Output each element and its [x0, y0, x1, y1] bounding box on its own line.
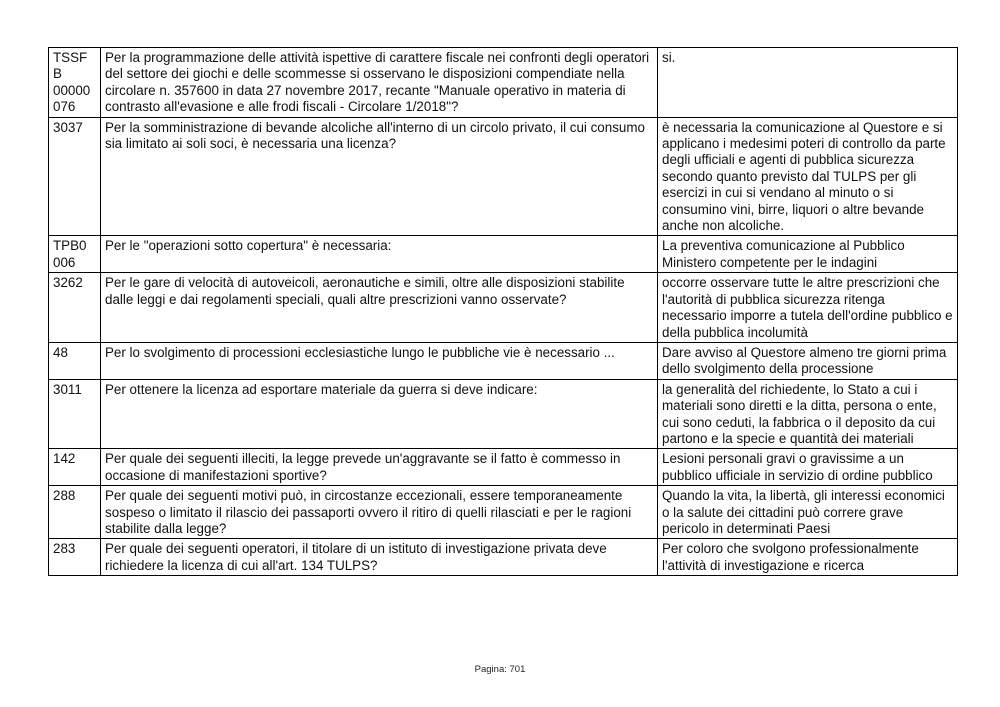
question-cell: Per le gare di velocità di autoveicoli, aeronautiche e simili, oltre alle disposizioni stabilite dalle leggi e dai regolamenti speciali, quali altre prescrizioni vanno osservate?: [101, 273, 658, 343]
question-cell: Per quale dei seguenti motivi può, in circostanze eccezionali, essere temporaneamente sospeso o limitato il rilascio dei passaporti ovvero il ritiro di quelli rilasciati e per le ragioni stabilite dalla legge?: [101, 486, 658, 539]
question-cell: Per le "operazioni sotto copertura" è necessaria:: [101, 236, 658, 273]
question-cell: Per lo svolgimento di processioni ecclesiastiche lungo le pubbliche vie è necessario ...: [101, 342, 658, 379]
question-id-cell: 3011: [49, 379, 101, 449]
table-row: [49, 342, 958, 379]
table-row: [49, 236, 958, 273]
table-row: [49, 117, 958, 236]
question-cell: Per la somministrazione di bevande alcoliche all'interno di un circolo privato, il cui consumo sia limitato ai soli soci, è necessaria una licenza?: [101, 117, 658, 236]
table-row: [49, 539, 958, 576]
answer-cell: Lesioni personali gravi o gravissime a un pubblico ufficiale in servizio di ordine pubblico: [658, 449, 958, 486]
table-row: [49, 48, 958, 118]
question-id-cell: 48: [49, 342, 101, 379]
question-cell: Per ottenere la licenza ad esportare materiale da guerra si deve indicare:: [101, 379, 658, 449]
answer-cell: è necessaria la comunicazione al Questore e si applicano i medesimi poteri di controllo da parte degli ufficiali e agenti di pubblica sicurezza secondo quanto previsto dal TULPS per gli esercizi in cui si vendano al minuto o si consumino vini, birre, liquori o altre bevande anche non alcoliche.: [658, 117, 958, 236]
answer-cell: la generalità del richiedente, lo Stato a cui i materiali sono diretti e la ditta, persona o ente, cui sono ceduti, la fabbrica o il deposito da cui partono e la specie e quantità dei materiali: [658, 379, 958, 449]
answer-cell: si.: [658, 48, 958, 118]
question-id-cell: 3262: [49, 273, 101, 343]
question-id-cell: 142: [49, 449, 101, 486]
table-row: [49, 379, 958, 449]
question-id-cell: TPB0 006: [49, 236, 101, 273]
page-number: Pagina: 701: [474, 664, 526, 675]
question-id-cell: 283: [49, 539, 101, 576]
qa-table: [48, 47, 958, 576]
question-id-cell: 3037: [49, 117, 101, 236]
answer-cell: occorre osservare tutte le altre prescrizioni che l'autorità di pubblica sicurezza ritenga necessario imporre a tutela dell'ordine pubblico e della pubblica incolumità: [658, 273, 958, 343]
table-row: [49, 449, 958, 486]
answer-cell: Quando la vita, la libertà, gli interessi economici o la salute dei cittadini può correre grave pericolo in determinati Paesi: [658, 486, 958, 539]
question-id-cell: TSSFB 00000 076: [49, 48, 101, 118]
answer-cell: La preventiva comunicazione al Pubblico Ministero competente per le indagini: [658, 236, 958, 273]
question-cell: Per la programmazione delle attività ispettive di carattere fiscale nei confronti degli operatori del settore dei giochi e delle scommesse si osservano le disposizioni compendiate nella circolare n. 357600 in data 27 novembre 2017, recante "Manuale operativo in materia di contrasto all'evasione e alle frodi fiscali - Circolare 1/2018"?: [101, 48, 658, 118]
question-cell: Per quale dei seguenti operatori, il titolare di un istituto di investigazione privata deve richiedere la licenza di cui all'art. 134 TULPS?: [101, 539, 658, 576]
answer-cell: Per coloro che svolgono professionalmente l'attività di investigazione e ricerca: [658, 539, 958, 576]
answer-cell: Dare avviso al Questore almeno tre giorni prima dello svolgimento della processione: [658, 342, 958, 379]
table-row: [49, 273, 958, 343]
table-row: [49, 486, 958, 539]
question-cell: Per quale dei seguenti illeciti, la legge prevede un'aggravante se il fatto è commesso in occasione di manifestazioni sportive?: [101, 449, 658, 486]
question-id-cell: 288: [49, 486, 101, 539]
